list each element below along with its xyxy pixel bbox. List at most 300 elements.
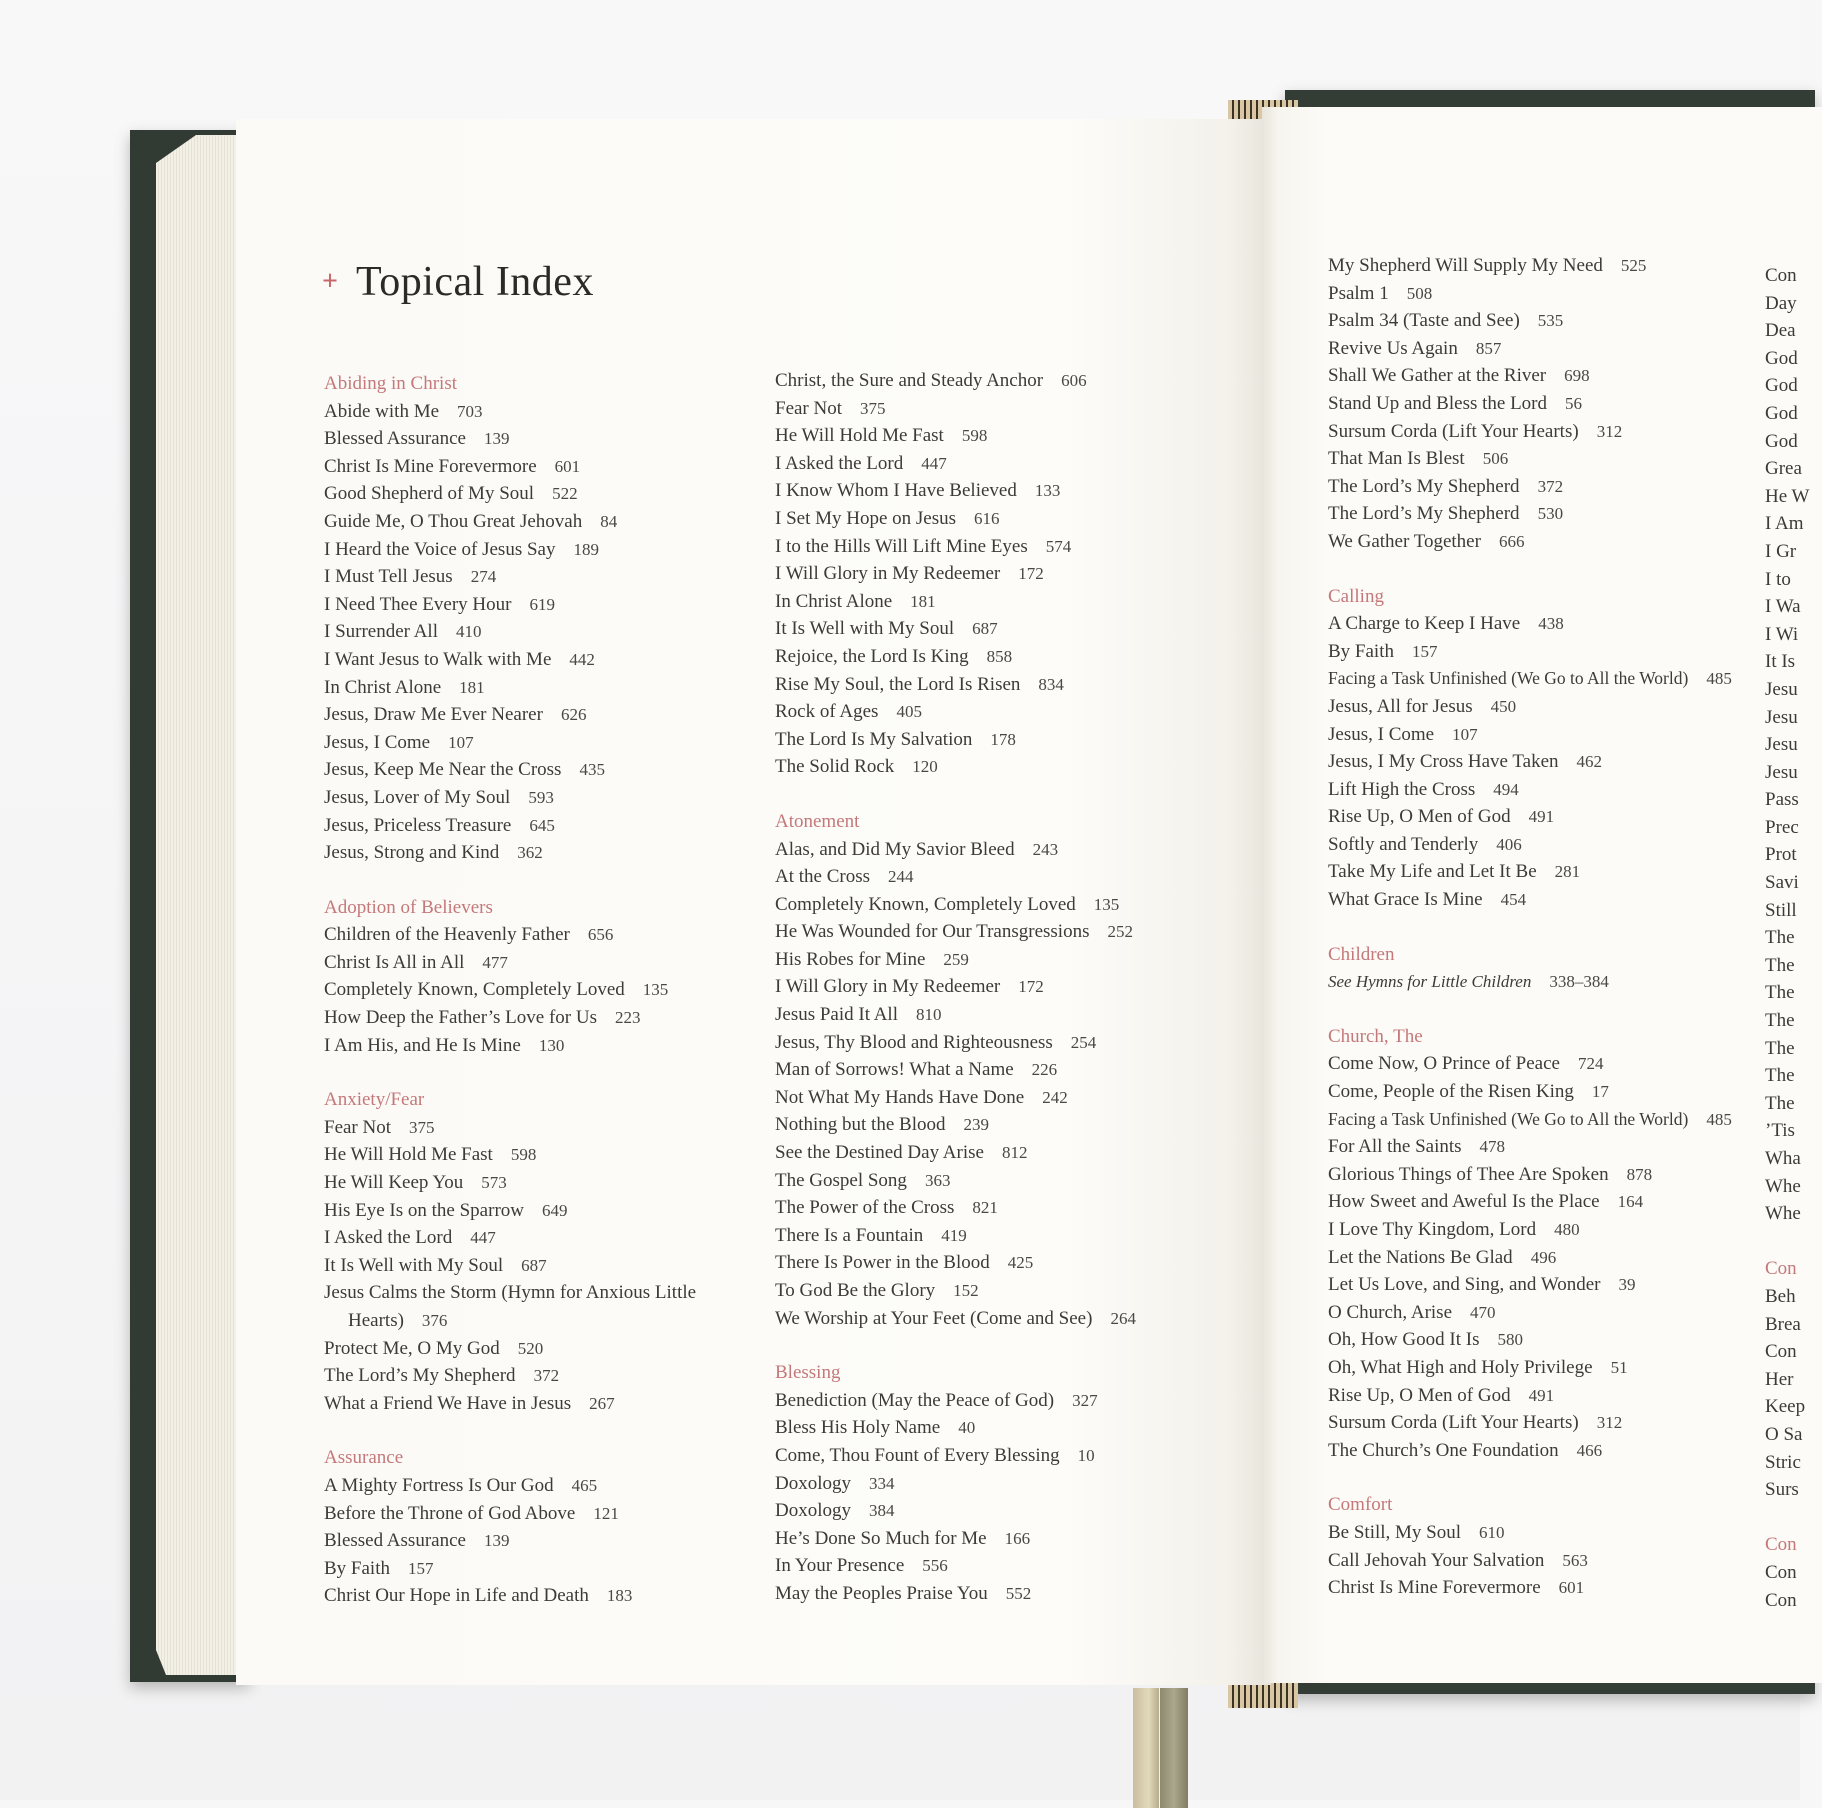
index-column-1 [324,370,718,1637]
hymn-number: 10 [1077,1445,1095,1465]
hymn-number: 274 [470,567,497,587]
hymn-title: Protect Me, O My God [324,1337,500,1359]
index-entry [775,643,1136,671]
hymn-title: I Surrender All [324,621,438,643]
hymn-title: Rise My Soul, the Lord Is Risen [775,673,1021,695]
hymn-number: 406 [1496,834,1522,854]
index-entry: Pass [1765,789,1799,811]
hymn-title: Shall We Gather at the River [1328,365,1547,387]
hymn-number: 139 [483,1531,510,1551]
hymn-title: The Solid Rock [775,756,895,778]
index-entry: I to [1765,568,1791,590]
hymn-number: 450 [1490,696,1517,716]
index-entry: ’Tis [1765,1120,1795,1142]
index-entry [324,1527,718,1555]
index-entry [324,839,718,867]
hymn-number: 254 [1070,1032,1097,1052]
index-section [775,1359,1136,1607]
index-entry [1328,1354,1732,1382]
index-entry [1328,1409,1732,1437]
hymn-title: The Lord’s My Shepherd [324,1365,516,1387]
hymn-number: 601 [1558,1578,1585,1598]
hymn-title: Guide Me, O Thou Great Jehovah [324,510,583,532]
index-entry [324,976,718,1004]
ribbon-marker-olive [1160,1688,1188,1808]
hymn-title: The Lord’s My Shepherd [1328,503,1520,525]
index-entry [775,698,1136,726]
hymn-title: Let Us Love, and Sing, and Wonder [1328,1274,1601,1296]
hymn-number: 703 [457,401,483,421]
section-heading: Comfort [1328,1494,1393,1516]
hymn-title: Call Jehovah Your Salvation [1328,1549,1545,1571]
hymn-number: 130 [538,1035,565,1055]
hymn-title: His Eye Is on the Sparrow [324,1199,524,1221]
hymn-number: 698 [1564,366,1590,386]
hymn-title: Facing a Task Unfinished (We Go to All the World) [1328,1108,1689,1129]
index-entry [324,398,718,426]
index-entry: Jesu [1765,706,1798,728]
index-entry [775,1580,1136,1608]
index-entry [324,1472,718,1500]
hymn-title: What Grace Is Mine [1328,889,1483,911]
hymn-title: Take My Life and Let It Be [1328,861,1537,883]
hymn-title: Nothing but the Blood [775,1114,946,1136]
hymn-title: Rejoice, the Lord Is King [775,645,969,667]
hymn-number: 462 [1576,752,1603,772]
index-entry [324,1582,718,1610]
ribbon-marker-cream [1133,1688,1159,1808]
index-entry: Con [1765,1341,1797,1363]
hymn-number: 573 [481,1173,507,1193]
index-entry: Beh [1765,1285,1796,1307]
index-entry [1328,1299,1732,1327]
hymn-title: Fear Not [324,1116,392,1138]
hymn-number: 649 [542,1200,568,1220]
index-entry [775,1029,1136,1057]
hymn-number: 178 [990,729,1016,749]
index-entry: Brea [1765,1313,1801,1335]
index-entry: Surs [1765,1479,1799,1501]
hymn-number: 810 [915,1005,942,1025]
index-entry [324,1279,718,1334]
index-entry [324,646,718,674]
hymn-number: 39 [1618,1275,1636,1295]
hymn-title: How Deep the Father’s Love for Us [324,1007,597,1029]
index-entry: Con [1765,1589,1797,1611]
index-entry: The [1765,1065,1795,1087]
index-section [1328,1491,1732,1601]
hymn-title: Rise Up, O Men of God [1328,806,1511,828]
hymn-title: I Will Glory in My Redeemer [775,563,1001,585]
hymn-number: 656 [587,925,614,945]
index-column-4-clipped [1765,262,1810,1611]
hymn-number: 425 [1007,1253,1034,1273]
hymn-title: How Sweet and Aweful Is the Place [1328,1191,1600,1213]
hymn-number: 508 [1406,283,1433,303]
hymn-number: 525 [1620,256,1647,275]
hymn-title: The Church’s One Foundation [1328,1439,1559,1461]
hymn-number: 84 [600,511,618,531]
hymn-title: See the Destined Day Arise [775,1142,984,1164]
hymn-number: 242 [1042,1087,1068,1107]
index-entry: Whe [1765,1175,1801,1197]
hymn-title: Christ Is All in All [324,951,465,973]
hymn-title: Jesus, Thy Blood and Righteousness [775,1031,1053,1053]
hymn-title: The Lord Is My Salvation [775,728,973,750]
index-entry [1328,1547,1732,1575]
index-entry [324,1335,718,1363]
index-entry [324,1114,718,1142]
index-entry [775,450,1136,478]
hymn-number: 181 [459,677,485,697]
section-heading: Anxiety/Fear [324,1089,425,1111]
hymn-title: Softly and Tenderly [1328,833,1479,855]
hymn-number: 442 [569,649,595,669]
index-entry [775,753,1136,781]
title-text: Topical Index [355,259,594,305]
index-entry [324,1169,718,1197]
hymn-title: It Is Well with My Soul [775,618,955,640]
index-entry: Prot [1765,844,1797,866]
hymn-title: The Power of the Cross [775,1197,955,1219]
hymn-title: Sursum Corda (Lift Your Hearts) [1328,420,1579,442]
hymn-number: 239 [963,1115,989,1135]
hymn-title: Jesus, Strong and Kind [324,842,500,864]
index-entry: Con [1765,265,1797,286]
hymn-number: 405 [896,702,922,722]
index-entry: It Is [1765,651,1796,673]
index-entry [324,1362,718,1390]
hymn-number: 858 [986,646,1013,666]
hymn-title: Revive Us Again [1328,337,1458,359]
index-section [324,1086,718,1417]
index-section [775,808,1136,1332]
hymn-title: Psalm 1 [1328,282,1389,304]
hymn-title: He’s Done So Much for Me [775,1527,987,1549]
hymn-number: 172 [1018,564,1044,584]
index-entry [775,1001,1136,1029]
index-entry [775,588,1136,616]
hymn-title: Christ Is Mine Forevermore [324,455,537,477]
index-entry [1328,1244,1732,1272]
hymn-number: 264 [1110,1308,1136,1328]
hymn-number: 372 [533,1366,560,1386]
index-column-4 [1765,262,1810,1614]
index-entry: God [1765,402,1798,424]
index-entry [1328,528,1732,556]
hymn-number: 494 [1493,779,1519,799]
hymn-number: 375 [860,398,886,418]
hymn-title: His Robes for Mine [775,948,926,970]
hymn-number: 506 [1482,449,1509,469]
hymn-title: Good Shepherd of My Soul [324,483,535,505]
hymn-title: Doxology [775,1500,851,1522]
index-entry [324,1004,718,1032]
index-entry: I Wi [1765,623,1799,645]
hymn-number: 157 [407,1558,434,1578]
hymn-number: 135 [642,980,669,1000]
section-heading: Con [1765,1534,1797,1556]
hymn-number: 724 [1577,1054,1604,1074]
index-entry [775,615,1136,643]
index-entry: God [1765,347,1798,369]
hymn-number: 375 [409,1117,435,1137]
index-entry: Keep [1765,1396,1806,1418]
hymn-number: 619 [529,594,555,614]
index-section [1328,252,1732,556]
index-entry: I Am [1765,513,1804,535]
index-entry: The [1765,1037,1795,1059]
hymn-number: 496 [1530,1247,1557,1267]
hymn-title: By Faith [324,1557,390,1579]
section-heading: Children [1328,943,1395,965]
hymn-title: I Need Thee Every Hour [324,593,512,615]
hymn-title: Jesus Calms the Storm (Hymn for Anxious Little Hearts) [324,1282,697,1331]
section-heading: Calling [1328,585,1384,607]
index-entry [1328,1437,1732,1465]
index-entry [1328,1050,1732,1078]
hymn-number: 244 [888,867,914,887]
index-entry [775,1084,1136,1112]
hymn-title: There Is a Fountain [775,1224,924,1246]
hymn-title: The Gospel Song [775,1169,907,1191]
index-entry [1328,1216,1732,1244]
section-heading: Atonement [775,810,860,832]
hymn-number: 857 [1475,338,1502,358]
footband [1228,1682,1298,1708]
hymn-number: 338–384 [1549,972,1609,992]
hymn-number: 252 [1107,922,1133,942]
hymn-number: 139 [483,429,510,449]
hymn-title: To God Be the Glory [775,1280,936,1301]
hymn-number: 687 [521,1255,547,1275]
hymn-number: 133 [1034,481,1061,501]
index-entry [775,395,1136,423]
index-entry: Jesu [1765,761,1798,783]
section-heading: Assurance [324,1447,404,1469]
hymn-title: We Worship at Your Feet (Come and See) [775,1307,1093,1329]
hymn-title: Not What My Hands Have Done [775,1086,1025,1108]
hymn-title: Come, Thou Fount of Every Blessing [775,1444,1060,1466]
hymn-title: Blessed Assurance [324,1530,466,1552]
hymn-title: May the Peoples Praise You [775,1582,988,1604]
hymn-title: Oh, What High and Holy Privilege [1328,1356,1593,1378]
hymn-title: Jesus, All for Jesus [1328,695,1473,717]
hymn-number: 372 [1537,476,1564,496]
index-entry [775,1470,1136,1498]
section-heading: Abiding in Christ [324,373,458,394]
hymn-number: 166 [1004,1528,1031,1548]
hymn-number: 376 [421,1311,448,1330]
index-entry: Day [1765,292,1797,314]
hymn-title: Completely Known, Completely Loved [775,893,1076,915]
hymn-title: Come Now, O Prince of Peace [1328,1053,1560,1075]
hymn-title: See Hymns for Little Children [1328,972,1532,992]
hymn-title: A Charge to Keep I Have [1328,613,1521,635]
hymn-title: He Will Hold Me Fast [324,1144,493,1166]
section-heading: Blessing [775,1362,841,1384]
page-title [322,258,594,306]
hymn-title: Doxology [775,1472,851,1494]
hymn-number: 243 [1032,839,1059,859]
hymn-title: He Will Hold Me Fast [775,425,944,447]
hymn-number: 183 [606,1586,633,1606]
hymn-title: I Heard the Voice of Jesus Say [324,538,556,560]
hymn-title: Benediction (May the Peace of God) [775,1389,1055,1411]
index-entry: Jesu [1765,734,1798,756]
index-entry: I Gr [1765,540,1797,562]
hymn-number: 121 [593,1503,619,1523]
hymn-number: 477 [482,952,508,972]
hymn-number: 563 [1562,1550,1588,1570]
hymn-number: 223 [614,1008,641,1028]
hymn-title: Children of the Heavenly Father [324,924,570,946]
index-entry: I Wa [1765,596,1801,618]
hymn-title: By Faith [1328,640,1394,662]
index-column-3 [1328,252,1732,1629]
hymn-title: I Asked the Lord [324,1227,453,1249]
index-entry [1328,1326,1732,1354]
index-entry [775,973,1136,1001]
hymn-title: I Know Whom I Have Believed [775,480,1017,502]
index-entry [324,674,718,702]
index-entry [324,1252,718,1280]
hymn-title: I Set My Hope on Jesus [775,507,957,529]
index-section [1328,941,1732,996]
hymn-title: My Shepherd Will Supply My Need [1328,255,1603,276]
hymn-title: The Lord’s My Shepherd [1328,475,1520,497]
hymn-number: 480 [1554,1220,1580,1239]
hymn-number: 520 [517,1338,544,1358]
index-entry [1328,1574,1732,1602]
index-entry: The [1765,1092,1795,1114]
hymn-number: 601 [554,456,581,476]
index-entry [324,784,718,812]
index-entry [1328,1078,1732,1106]
section-heading: Adoption of Believers [324,896,493,918]
hymn-title: Psalm 34 (Taste and See) [1328,310,1520,332]
hymn-title: Facing a Task Unfinished (We Go to All the World) [1328,668,1689,689]
hymn-title: Man of Sorrows! What a Name [775,1059,1014,1081]
index-entry [1328,968,1732,996]
index-entry [1328,362,1732,390]
index-entry [324,949,718,977]
hymn-number: 56 [1565,393,1583,413]
index-entry [324,425,718,453]
hymn-title: In Christ Alone [775,590,893,612]
index-entry [775,1277,1136,1305]
hymn-number: 878 [1626,1164,1653,1184]
index-entry [324,508,718,536]
index-entry [1328,665,1732,693]
hymn-title: That Man Is Blest [1328,448,1465,470]
index-entry [324,701,718,729]
index-entry [1328,445,1732,473]
hymn-title: O Church, Arise [1328,1301,1453,1323]
index-entry [775,1552,1136,1580]
hymn-title: In Christ Alone [324,676,442,698]
hymn-number: 812 [1001,1143,1028,1163]
hymn-number: 610 [1479,1522,1505,1542]
index-entry [324,756,718,784]
index-entry: Dea [1765,320,1796,342]
index-section [1328,583,1732,914]
hymn-title: Stand Up and Bless the Lord [1328,392,1548,414]
section-heading: Church, The [1328,1025,1423,1047]
hymn-number: 574 [1045,536,1072,556]
index-entry: The [1765,927,1795,949]
index-entry [775,918,1136,946]
index-entry [1328,1106,1732,1134]
hymn-number: 465 [571,1475,598,1495]
index-section [324,370,718,867]
hymn-title: I Will Glory in My Redeemer [775,976,1001,998]
hymn-number: 107 [448,732,474,752]
hymn-title: Bless His Holy Name [775,1417,941,1439]
index-section [324,894,718,1060]
index-entry [775,1249,1136,1277]
index-entry [324,1032,718,1060]
index-entry [324,563,718,591]
index-entry: Stric [1765,1451,1801,1473]
index-entry: The [1765,982,1795,1004]
index-entry [324,1390,718,1418]
index-entry [775,505,1136,533]
hymn-number: 312 [1596,1413,1623,1433]
hymn-number: 598 [961,426,988,446]
hymn-number: 687 [972,619,998,639]
hymn-title: Jesus, I Come [324,731,431,753]
index-entry [1328,610,1732,638]
hymn-number: 410 [455,622,482,642]
index-entry [324,1224,718,1252]
index-section [1328,1023,1732,1465]
hymn-title: Lift High the Cross [1328,778,1476,800]
hymn-number: 466 [1576,1440,1603,1460]
hymn-title: Fear Not [775,397,843,419]
hymn-number: 478 [1479,1137,1506,1157]
hymn-title: In Your Presence [775,1555,905,1577]
hymn-title: Blessed Assurance [324,428,466,450]
index-entry [775,1222,1136,1250]
hymn-number: 435 [579,760,605,780]
hymn-title: Come, People of the Risen King [1328,1081,1574,1103]
index-entry [775,560,1136,588]
hymn-title: He Will Keep You [324,1172,464,1194]
hymn-title: Jesus, Lover of My Soul [324,786,511,808]
index-entry: Grea [1765,458,1802,480]
index-entry [775,1056,1136,1084]
hymn-number: 821 [972,1198,998,1218]
index-entry [1328,776,1732,804]
hymn-title: At the Cross [775,866,870,888]
index-entry [775,533,1136,561]
index-entry [775,422,1136,450]
hymn-number: 598 [510,1145,537,1165]
hymn-number: 267 [589,1393,615,1413]
hymn-title: I Asked the Lord [775,452,904,474]
hymn-title: Before the Throne of God Above [324,1502,576,1524]
hymn-number: 362 [517,843,543,863]
index-entry [1328,307,1732,335]
hymn-number: 334 [869,1473,895,1493]
index-entry [1328,335,1732,363]
hymn-number: 556 [922,1556,948,1576]
index-entry [324,1500,718,1528]
hymn-number: 157 [1411,641,1438,661]
hymn-title: Rise Up, O Men of God [1328,1384,1511,1406]
index-entry [775,1305,1136,1333]
